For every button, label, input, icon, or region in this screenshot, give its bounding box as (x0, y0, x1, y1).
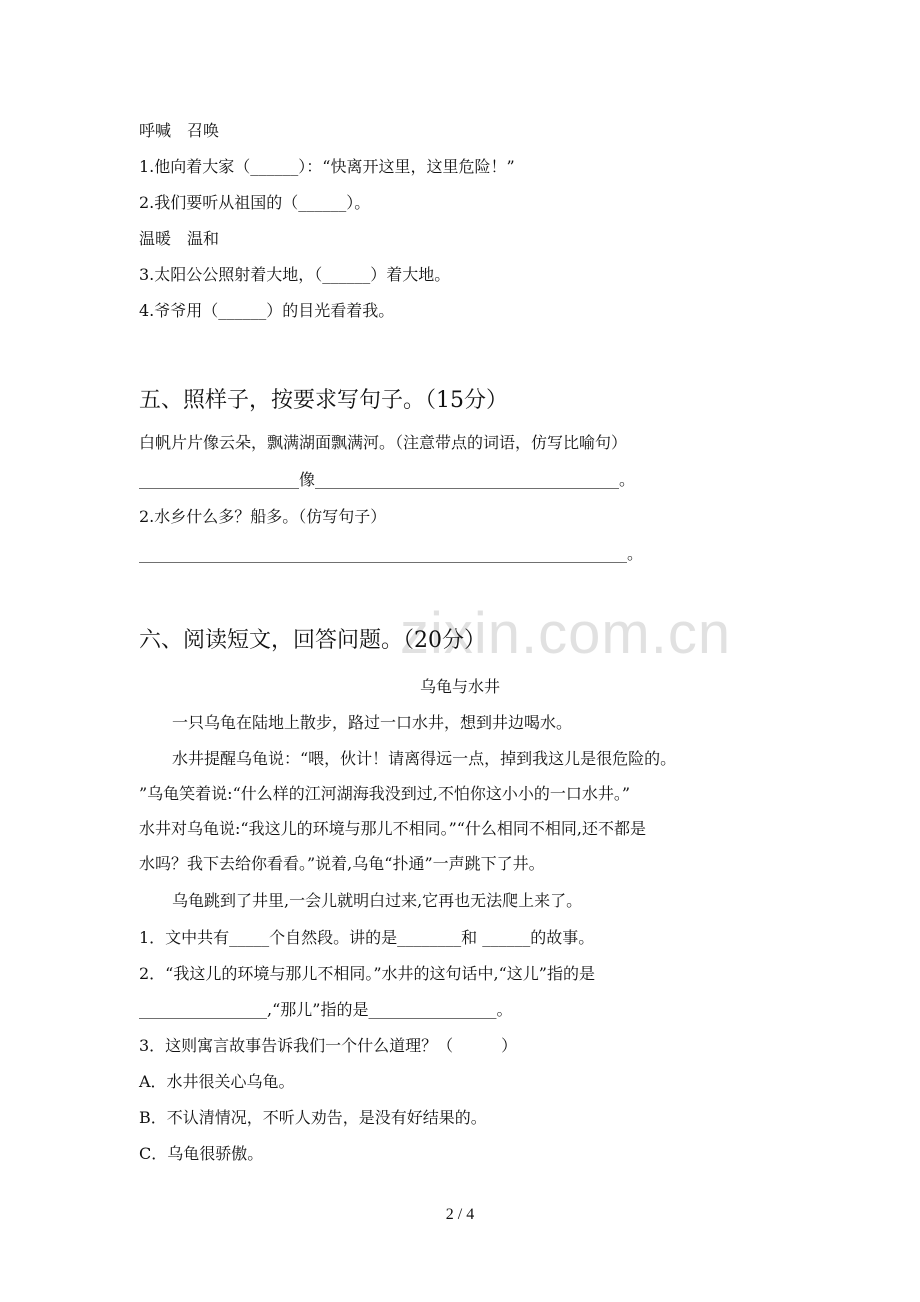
story-paragraph-1: 一只乌龟在陆地上散步，路过一口水井，想到井边喝水。 (172, 713, 573, 732)
section-6-heading: 六、阅读短文，回答问题。（20分） (139, 628, 486, 653)
option-b: B．不认清情况，不听人劝告，是没有好结果的。 (139, 1108, 487, 1127)
reading-question-2-cont: ________________,“那儿”指的是________________。 (139, 1000, 513, 1019)
story-paragraph-3: 乌龟跳到了井里,一会儿就明白过来,它再也无法爬上来了。 (172, 891, 583, 910)
story-paragraph-2: 水井提醒乌龟说：“喂，伙计！请离得远一点，掉到我这儿是很危险的。 (172, 749, 677, 768)
section-5-example: 白帆片片像云朵，飘满湖面飘满河。（注意带点的词语，仿写比喻句） (139, 433, 628, 452)
section-5-blank-line: ____________________像______________________________________。 (139, 470, 636, 489)
story-paragraph-2-cont-1: ”乌龟笑着说:“什么样的江河湖海我没到过,不怕你这小小的一口水井。” (139, 784, 631, 803)
question-1: 1.他向着大家（______）：“快离开这里，这里危险！” (139, 157, 515, 176)
option-c: C．乌龟很骄傲。 (139, 1144, 264, 1163)
section-5-question-2-blank: _____________________________________________________________。 (139, 544, 644, 563)
reading-question-2: 2．“我这儿的环境与那儿不相同。”水井的这句话中,“这儿”指的是 (139, 964, 595, 983)
reading-question-3: 3．这则寓言故事告诉我们一个什么道理？（ ） (139, 1036, 518, 1055)
story-paragraph-2-cont-2: 水井对乌龟说:“我这儿的环境与那儿不相同。”“什么相同不相同,还不都是 (139, 819, 647, 838)
section-5-heading: 五、照样子，按要求写句子。（15分） (139, 388, 508, 413)
page-number: 2 / 4 (445, 1206, 475, 1223)
story-title: 乌龟与水井 (419, 677, 500, 696)
watermark: zixin.com.cn (400, 601, 732, 666)
story-paragraph-2-cont-3: 水吗？我下去给你看看。”说着,乌龟“扑通”一声跳下了井。 (139, 854, 545, 873)
word-pair-2: 温暖 温和 (139, 229, 220, 248)
word-pair-1: 呼喊 召唤 (139, 121, 220, 140)
option-a: A．水井很关心乌龟。 (139, 1072, 295, 1091)
question-4: 4.爷爷用（______）的目光看着我。 (139, 301, 395, 320)
reading-question-1: 1．文中共有_____个自然段。讲的是________和 ______的故事。 (139, 928, 595, 947)
question-3: 3.太阳公公照射着大地，（______）着大地。 (139, 265, 451, 284)
section-5-question-2: 2.水乡什么多？船多。（仿写句子） (139, 507, 387, 526)
question-2: 2.我们要听从祖国的（______）。 (139, 193, 371, 212)
